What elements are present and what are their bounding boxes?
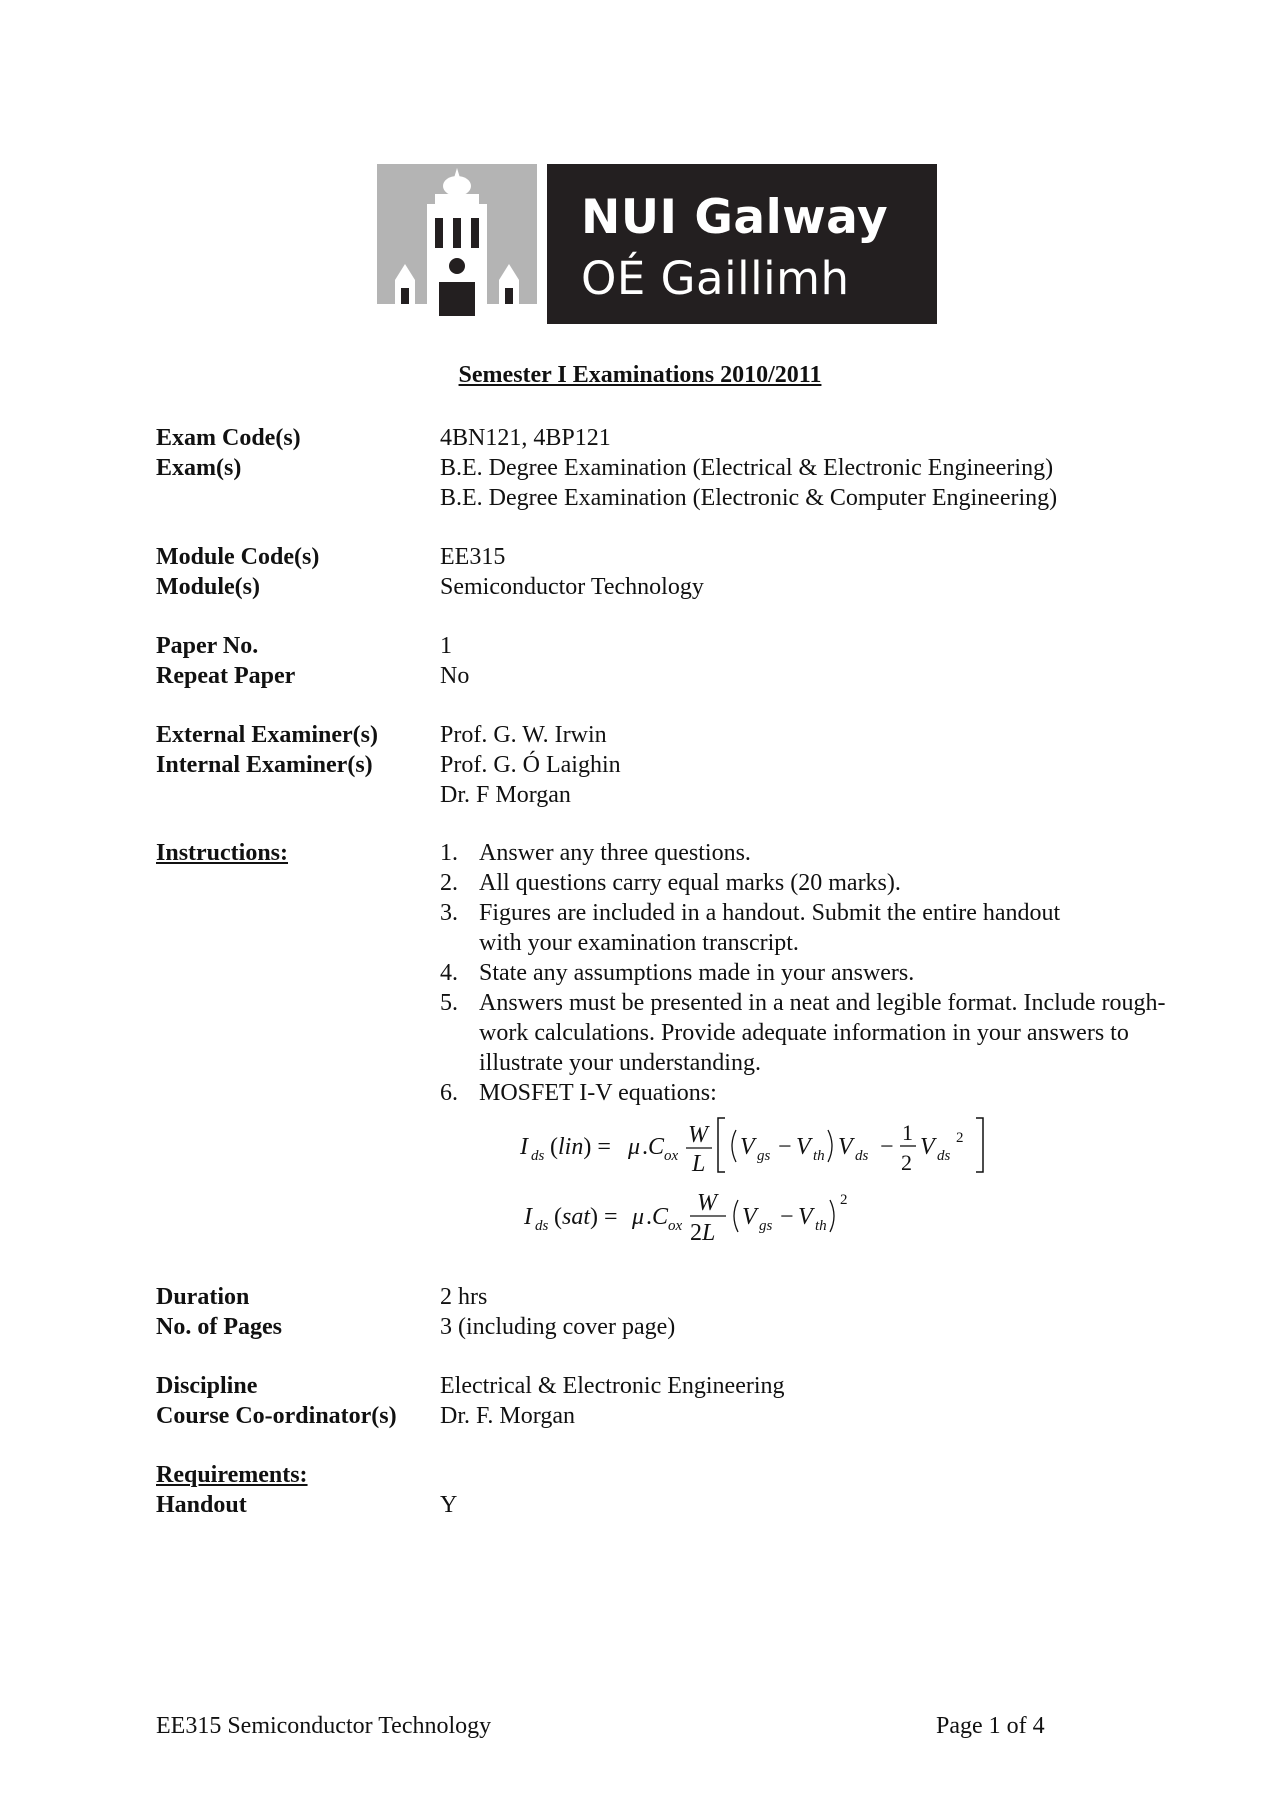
tower-emblem-icon — [377, 164, 537, 324]
instruction-item — [440, 838, 1160, 868]
external-examiners-value: Prof. G. W. Irwin — [440, 722, 607, 748]
no-of-pages-value: 3 (including cover page) — [440, 1314, 676, 1340]
instruction-number: 3. — [440, 900, 458, 926]
internal-examiner-value: Dr. F Morgan — [440, 782, 571, 808]
svg-text:.: . — [646, 1204, 652, 1230]
instruction-number: 4. — [440, 960, 458, 986]
paper-no-value: 1 — [440, 633, 452, 659]
handout-value: Y — [440, 1492, 458, 1518]
modules-label: Module(s) — [156, 574, 260, 600]
exam-value: B.E. Degree Examination (Electronic & Computer Engineering) — [440, 485, 1058, 511]
svg-text:V: V — [798, 1204, 813, 1230]
svg-text:ds: ds — [855, 1148, 869, 1164]
repeat-paper-value: No — [440, 663, 470, 689]
discipline-label: Discipline — [156, 1373, 258, 1399]
instruction-text: All questions carry equal marks (20 marks). — [479, 870, 901, 896]
svg-text:V: V — [796, 1134, 811, 1160]
requirements-label: Requirements: — [156, 1462, 308, 1488]
external-examiners-label: External Examiner(s) — [156, 722, 378, 748]
svg-text:C: C — [652, 1204, 669, 1230]
svg-text:I: I — [524, 1204, 532, 1230]
instruction-item — [440, 898, 1104, 958]
tower-emblem-graphic — [377, 164, 537, 324]
duration-value: 2 hrs — [440, 1284, 488, 1310]
svg-text:ox: ox — [664, 1148, 679, 1164]
svg-text:ds: ds — [535, 1218, 549, 1234]
svg-text:1: 1 — [902, 1120, 913, 1145]
svg-text:2: 2 — [956, 1130, 964, 1146]
svg-text:gs: gs — [757, 1148, 771, 1164]
svg-text:2: 2 — [840, 1192, 848, 1208]
repeat-paper-label: Repeat Paper — [156, 663, 296, 689]
svg-text:ds: ds — [937, 1148, 951, 1164]
page-title: Semester I Examinations 2010/2011 — [458, 362, 822, 388]
svg-text:μ: μ — [628, 1134, 641, 1160]
instruction-number: 1. — [440, 840, 458, 866]
internal-examiner-value: Prof. G. Ó Laighin — [440, 752, 621, 778]
exams-label: Exam(s) — [156, 455, 242, 481]
svg-text:C: C — [648, 1134, 665, 1160]
instruction-item — [440, 868, 1160, 898]
logo-wordmark — [547, 164, 937, 324]
equation-saturation — [523, 1190, 848, 1246]
discipline-value: Electrical & Electronic Engineering — [440, 1373, 785, 1399]
instruction-number: 2. — [440, 870, 458, 896]
svg-text:2L: 2L — [690, 1220, 716, 1246]
svg-text:th: th — [813, 1148, 825, 1164]
exam-codes-label: Exam Code(s) — [156, 425, 301, 451]
logo-name-english: NUI Galway — [581, 190, 889, 245]
module-codes-value: EE315 — [440, 544, 506, 570]
instruction-text: Answers must be presented in a neat and legible format. Include rough-work calculations. Provide adequate information in your answers to illustrate your understanding. — [479, 990, 1166, 1076]
instruction-text: Answer any three questions. — [479, 840, 751, 866]
svg-text:2: 2 — [901, 1150, 912, 1175]
duration-label: Duration — [156, 1284, 250, 1310]
footer-page-number: Page 1 of 4 — [936, 1713, 1045, 1739]
svg-text:gs: gs — [759, 1218, 773, 1234]
logo-name-irish: OÉ Gaillimh — [581, 252, 850, 305]
instruction-number: 5. — [440, 990, 458, 1016]
svg-text:ds: ds — [531, 1148, 545, 1164]
svg-text:V: V — [742, 1204, 757, 1230]
course-coordinators-value: Dr. F. Morgan — [440, 1403, 575, 1429]
exam-value: B.E. Degree Examination (Electrical & Electronic Engineering) — [440, 455, 1054, 481]
svg-text:V: V — [740, 1134, 755, 1160]
svg-text:I: I — [520, 1134, 528, 1160]
svg-text:W: W — [697, 1190, 717, 1216]
svg-text:V: V — [920, 1134, 935, 1160]
svg-text:−: − — [880, 1134, 894, 1160]
module-codes-label: Module Code(s) — [156, 544, 320, 570]
paper-no-label: Paper No. — [156, 633, 259, 659]
mosfet-equations — [510, 1106, 1030, 1246]
instruction-item — [440, 988, 1179, 1078]
svg-text:th: th — [815, 1218, 827, 1234]
internal-examiners-label: Internal Examiner(s) — [156, 752, 373, 778]
equation-linear — [519, 1118, 983, 1177]
svg-text:μ: μ — [632, 1204, 645, 1230]
instruction-text: Figures are included in a handout. Submit the entire handout with your examination transcript. — [479, 900, 1061, 956]
modules-value: Semiconductor Technology — [440, 574, 704, 600]
course-coordinators-label: Course Co-ordinator(s) — [156, 1403, 397, 1429]
svg-text:−: − — [780, 1204, 794, 1230]
university-logo — [377, 164, 937, 324]
no-of-pages-label: No. of Pages — [156, 1314, 282, 1340]
instruction-item — [440, 958, 1160, 988]
handout-label: Handout — [156, 1492, 247, 1518]
footer-module-title: EE315 Semiconductor Technology — [156, 1713, 492, 1739]
exam-codes-value: 4BN121, 4BP121 — [440, 425, 611, 451]
svg-text:.: . — [642, 1134, 648, 1160]
instruction-text: State any assumptions made in your answers. — [479, 960, 915, 986]
instruction-text: MOSFET I-V equations: — [479, 1080, 717, 1106]
instruction-number: 6. — [440, 1080, 458, 1106]
svg-text:W: W — [688, 1122, 708, 1148]
svg-text:ox: ox — [668, 1218, 683, 1234]
svg-text:(lin) =: (lin) = — [550, 1134, 611, 1160]
svg-text:V: V — [838, 1134, 853, 1160]
svg-text:(sat) =: (sat) = — [554, 1204, 618, 1230]
instructions-label: Instructions: — [156, 840, 289, 866]
instruction-item — [440, 1078, 1160, 1108]
svg-text:−: − — [778, 1134, 792, 1160]
svg-text:L: L — [692, 1151, 706, 1177]
instructions-list — [440, 838, 1166, 1108]
